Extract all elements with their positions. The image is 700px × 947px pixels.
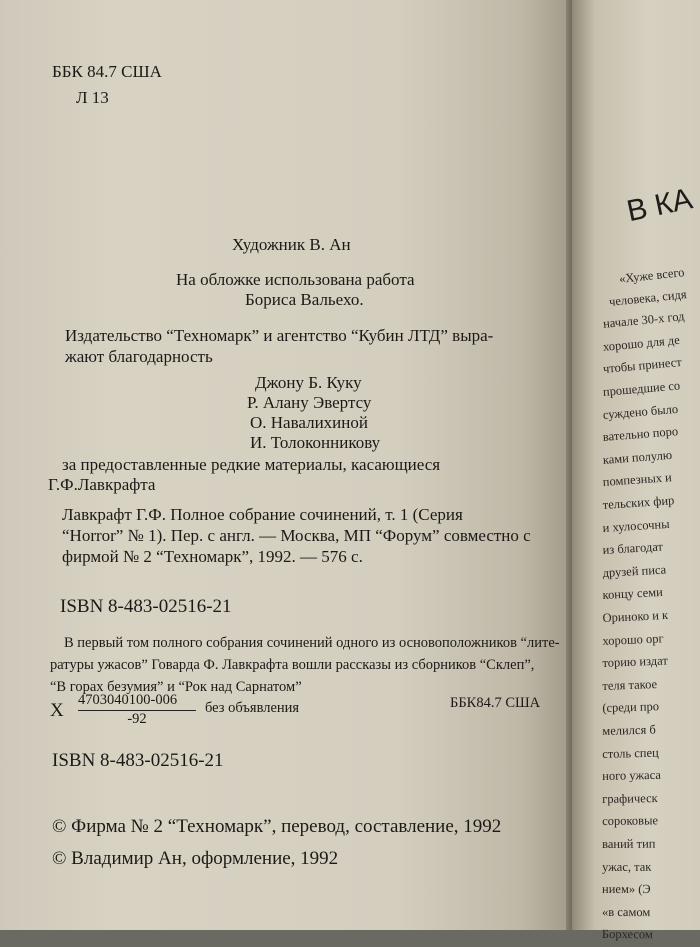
right-page-line: ваний тип — [602, 836, 656, 851]
artist-credit: Художник В. Ан — [232, 235, 351, 254]
thanks-line2: жают благодарность — [65, 347, 213, 366]
cover-credit-line2: Бориса Вальехо. — [245, 290, 364, 309]
right-page-line: хорошо орг — [602, 630, 664, 648]
bbk-code-top: ББК 84.7 США — [52, 62, 162, 81]
right-page-line: человека, сидя — [608, 286, 688, 309]
copyright-line2: © Владимир Ан, оформление, 1992 — [52, 848, 339, 869]
right-page-line: торию издат — [602, 653, 669, 671]
right-page — [572, 0, 700, 942]
thanks-line1: Издательство “Техномарк” и агентство “Кубин ЛТД” выра- — [65, 326, 494, 345]
right-page-line: вательно поро — [602, 424, 679, 445]
cover-credit-line1: На обложке использована работа — [176, 270, 415, 289]
right-page-line: (среди про — [602, 699, 660, 716]
right-page-line: «в самом — [601, 904, 651, 919]
annotation-line3: “В горах безумия” и “Рок над Сарнатом” — [50, 679, 302, 695]
right-page-line: «Хуже всего — [618, 265, 686, 286]
right-page-line: теля такое — [602, 676, 658, 693]
thanks-name: О. Навалихиной — [250, 413, 368, 432]
right-page-line: начале 30-х год — [602, 309, 686, 332]
right-page-line: и хулосочны — [602, 516, 670, 535]
isbn-top: ISBN 8-483-02516-21 — [60, 596, 232, 617]
right-page-line: прошедшие со — [602, 378, 681, 399]
no-ad-label: без объявления — [205, 700, 300, 716]
right-page-line: сороковые — [602, 813, 659, 829]
right-page-line: хорошо для де — [602, 332, 681, 354]
isbn-bottom: ISBN 8-483-02516-21 — [52, 750, 224, 771]
classification-fraction — [78, 692, 196, 728]
right-page-line: столь спец — [602, 745, 659, 761]
bibliographic-line3: фирмой № 2 “Техномарк”, 1992. — 576 с. — [62, 547, 363, 566]
right-page-line: концу семи — [602, 585, 664, 603]
copyright-line1: © Фирма № 2 “Техномарк”, перевод, составление, 1992 — [52, 816, 502, 837]
x-mark: X — [50, 700, 64, 721]
thanks-name: Р. Алану Эвертсу — [247, 393, 372, 412]
right-page-line: Борхесом — [601, 927, 653, 942]
right-page-line: суждено было — [602, 401, 679, 422]
bibliographic-line2: “Horror” № 1). Пер. с англ. — Москва, МП “Форум” совместно с — [62, 526, 531, 545]
bibliographic-line1: Лавкрафт Г.Ф. Полное собрание сочинений, т. 1 (Серия — [62, 505, 463, 524]
right-page-line: ками полулю — [602, 447, 673, 467]
materials-line1: за предоставленные редкие материалы, касающиеся — [62, 455, 441, 474]
code-numerator: 4703040100-006 — [78, 692, 196, 711]
right-page-line: из благодат — [602, 539, 664, 558]
thanks-name: Джону Б. Куку — [255, 373, 362, 392]
annotation-line2: ратуры ужасов” Говарда Ф. Лавкрафта вошли рассказы из сборников “Склеп”, — [50, 657, 535, 673]
chapter-heading: В КА — [624, 182, 696, 229]
materials-line2: Г.Ф.Лавкрафта — [48, 475, 156, 494]
annotation-line1: В первый том полного собрания сочинений одного из основоположников “лите- — [64, 635, 560, 651]
bbk-code-bottom: ББК84.7 США — [450, 695, 541, 711]
right-page-line: нием» (Э — [602, 882, 651, 897]
right-page-line: друзей писа — [602, 562, 667, 580]
author-index: Л 13 — [76, 88, 109, 107]
right-page-line: графическ — [602, 790, 658, 806]
right-page-line: тельских фир — [602, 493, 675, 512]
right-page-line: Ориноко и к — [602, 607, 669, 625]
code-denominator: -92 — [127, 711, 147, 727]
right-page-line: помпезных и — [602, 470, 673, 490]
right-page-line: мелился б — [602, 722, 656, 738]
right-page-line: ного ужаса — [602, 767, 662, 784]
right-page-line: чтобы принест — [602, 355, 683, 377]
thanks-name: И. Толоконникову — [250, 433, 381, 452]
right-page-line: ужас, так — [602, 859, 652, 874]
